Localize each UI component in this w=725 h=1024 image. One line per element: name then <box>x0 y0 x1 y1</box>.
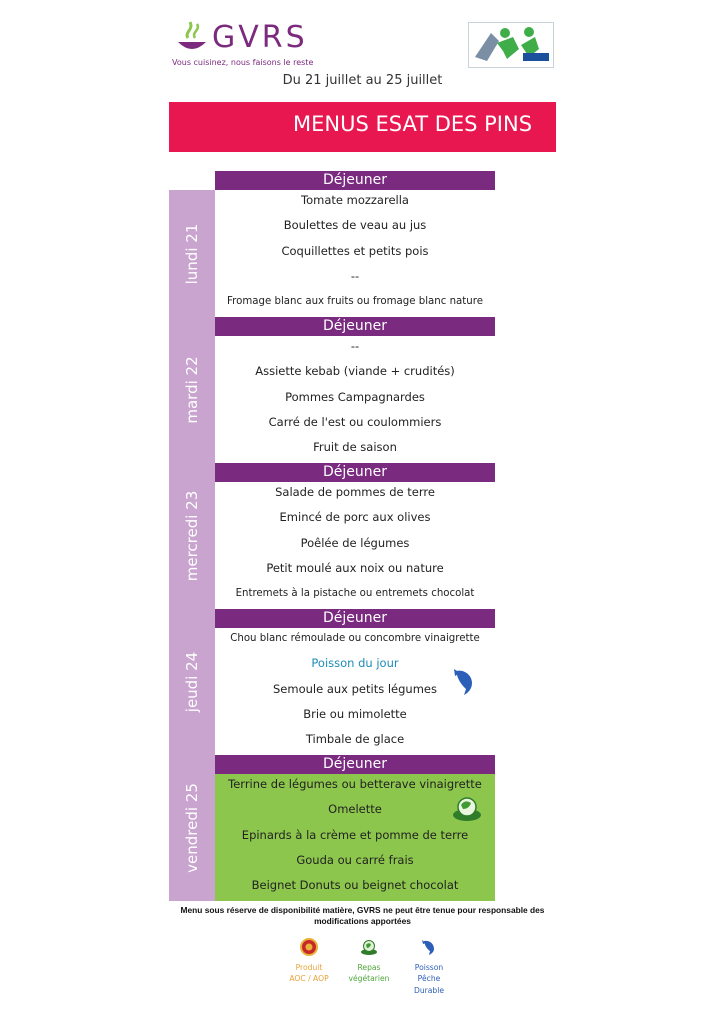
meal-header: Déjeuner <box>215 463 495 482</box>
menu-item: Brie ou mimolette <box>303 706 407 721</box>
legend-text: Poisson <box>414 962 444 972</box>
day-label-monday <box>169 190 215 317</box>
menu-item: Pommes Campagnardes <box>285 389 425 404</box>
menu-item: Coquillettes et petits pois <box>281 243 429 258</box>
day-block-wednesday <box>169 463 495 609</box>
meal-header: Déjeuner <box>215 609 495 628</box>
day-name: mardi 22 <box>183 356 201 424</box>
menu-item: Salade de pommes de terre <box>275 485 435 499</box>
aoc-aop-seal-icon <box>300 938 318 956</box>
menu-item: Fruit de saison <box>313 440 397 455</box>
steam-bowl-icon <box>174 18 210 56</box>
menu-item: -- <box>350 268 360 283</box>
day-block-monday <box>169 171 495 317</box>
meal-header: Déjeuner <box>215 317 495 336</box>
menu-item: Semoule aux petits légumes <box>273 681 437 696</box>
brand-tagline: Vous cuisinez, nous faisons le reste <box>172 58 314 67</box>
legend-text: végétarien <box>348 974 390 983</box>
day-name: lundi 21 <box>183 223 201 284</box>
day-block-friday <box>169 755 495 901</box>
menu-items <box>215 772 495 898</box>
menu-items <box>215 334 495 460</box>
menu-item: Terrine de légumes ou betterave vinaigrette <box>228 777 482 791</box>
sustainable-fish-icon <box>452 667 478 697</box>
menu-item: Carré de l'est ou coulommiers <box>268 414 442 429</box>
menu-item: Timbale de glace <box>305 732 405 747</box>
menu-item: -- <box>350 339 360 353</box>
day-block-tuesday <box>169 317 495 463</box>
day-label-wednesday <box>169 463 215 609</box>
menu-item: Assiette kebab (viande + crudités) <box>255 364 455 379</box>
menu-item: Beignet Donuts ou beignet chocolat <box>251 878 459 893</box>
menu-item-fish: Poisson du jour <box>311 656 399 671</box>
day-name: jeudi 24 <box>183 651 201 713</box>
menu-item: Omelette <box>328 802 382 817</box>
legend-text: Pêche <box>417 974 441 983</box>
menu-item: Tomate mozzarella <box>301 193 409 207</box>
legend-fish <box>394 938 464 996</box>
day-block-thursday <box>169 609 495 755</box>
disclaimer-note: Menu sous réserve de disponibilité matière, GVRS ne peut être tenue pour responsable des modifications apportées <box>180 905 545 926</box>
menu-item: Chou blanc rémoulade ou concombre vinaigrette <box>230 633 480 644</box>
date-range: Du 21 juillet au 25 juillet <box>282 73 443 88</box>
legend-text: Durable <box>413 985 445 995</box>
legend-text: Produit <box>295 962 323 972</box>
menu-item: Petit moulé aux noix ou nature <box>266 560 444 575</box>
day-name: mercredi 23 <box>183 490 201 582</box>
menu-item: Boulettes de veau au jus <box>283 218 427 233</box>
page-title: MENUS ESAT DES PINS <box>293 112 533 136</box>
vegetarian-globe-icon <box>451 793 483 823</box>
meal-header: Déjeuner <box>215 755 495 774</box>
gvrs-logo <box>170 18 350 70</box>
adapei-logo <box>468 22 554 68</box>
legend-text: Repas <box>357 962 381 972</box>
day-label-thursday <box>169 609 215 755</box>
brand-name: GVRS <box>212 20 308 55</box>
menu-items <box>215 188 495 314</box>
day-label-friday <box>169 755 215 901</box>
day-label-tuesday <box>169 317 215 463</box>
menu-item: Poêlée de légumes <box>300 535 410 550</box>
legend-text: AOC / AOP <box>289 974 329 983</box>
menu-items <box>215 480 495 606</box>
menu-item: Gouda ou carré frais <box>296 852 414 867</box>
vegetarian-globe-icon <box>360 938 378 956</box>
menu-item: Entremets à la pistache ou entremets chocolat <box>235 588 475 600</box>
meal-header: Déjeuner <box>215 171 495 190</box>
menu-item: Epinards à la crème et pomme de terre <box>241 827 469 842</box>
menu-item: Fromage blanc aux fruits ou fromage blanc nature <box>227 296 483 308</box>
day-name: vendredi 25 <box>183 783 201 873</box>
title-banner <box>169 102 556 152</box>
sustainable-fish-icon <box>420 938 438 956</box>
menu-item: Emincé de porc aux olives <box>279 510 431 525</box>
